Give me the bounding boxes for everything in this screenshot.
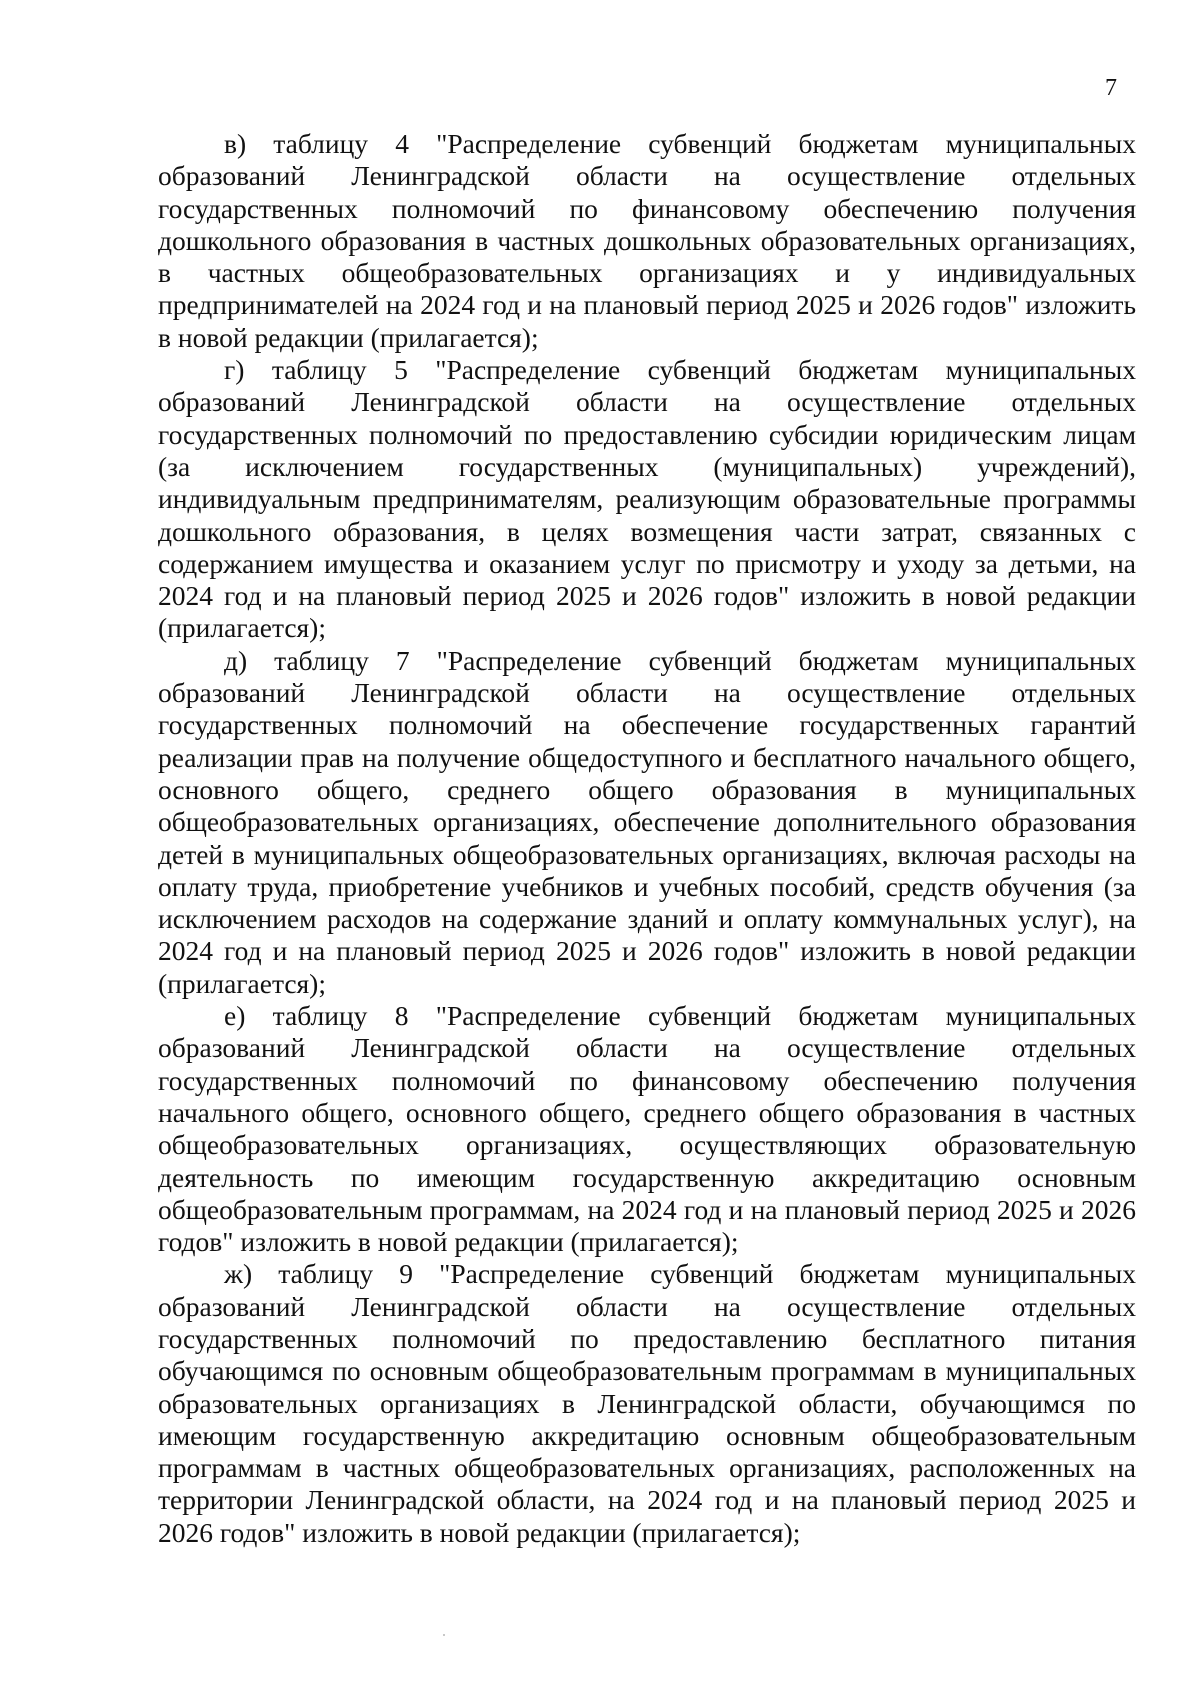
page-number: 7 bbox=[1105, 75, 1117, 101]
paragraph-e-table-8: е) таблицу 8 "Распределение субвенций бюджетам муниципальных образований Ленинградской области на осуществление отдельных государственных полномочий по финансовому обеспечению получения начального общего, основного общего, среднего общего образования в частных общеобразовательных организациях, осуществляющих образовательную деятельность по имеющим государственную аккредитацию основным общеобразовательным программам, на 2024 год и на плановый период 2025 и 2026 годов" изложить в новой редакции (прилагается); bbox=[158, 1000, 1136, 1258]
scan-artifact bbox=[443, 1634, 445, 1636]
paragraph-d-table-7: д) таблицу 7 "Распределение субвенций бюджетам муниципальных образований Ленинградской области на осуществление отдельных государственных полномочий на обеспечение государственных гарантий реализации прав на получение общедоступного и бесплатного начального общего, основного общего, среднего общего образования в муниципальных общеобразовательных организациях, обеспечение дополнительного образования детей в муниципальных общеобразовательных организациях, включая расходы на оплату труда, приобретение учебников и учебных пособий, средств обучения (за исключением расходов на содержание зданий и оплату коммунальных услуг), на 2024 год и на плановый период 2025 и 2026 годов" изложить в новой редакции (прилагается); bbox=[158, 644, 1136, 999]
paragraph-g-table-5: г) таблицу 5 "Распределение субвенций бюджетам муниципальных образований Ленинградской области на осуществление отдельных государственных полномочий по предоставлению субсидии юридическим лицам (за исключением государственных (муниципальных) учреждений), индивидуальным предпринимателям, реализующим образовательные программы дошкольного образования, в целях возмещения части затрат, связанных с содержанием имущества и оказанием услуг по присмотру и уходу за детьми, на 2024 год и на плановый период 2025 и 2026 годов" изложить в новой редакции (прилагается); bbox=[158, 354, 1136, 644]
document-body bbox=[158, 128, 1136, 1549]
paragraph-v-table-4: в) таблицу 4 "Распределение субвенций бюджетам муниципальных образований Ленинградской области на осуществление отдельных государственных полномочий по финансовому обеспечению получения дошкольного образования в частных дошкольных образовательных организациях, в частных общеобразовательных организациях и у индивидуальных предпринимателей на 2024 год и на плановый период 2025 и 2026 годов" изложить в новой редакции (прилагается); bbox=[158, 128, 1136, 353]
paragraph-zh-table-9: ж) таблицу 9 "Распределение субвенций бюджетам муниципальных образований Ленинградской области на осуществление отдельных государственных полномочий по предоставлению бесплатного питания обучающимся по основным общеобразовательным программам в муниципальных образовательных организациях в Ленинградской области, обучающимся по имеющим государственную аккредитацию основным общеобразовательным программам в частных общеобразовательных организациях, расположенных на территории Ленинградской области, на 2024 год и на плановый период 2025 и 2026 годов" изложить в новой редакции (прилагается); bbox=[158, 1258, 1136, 1548]
